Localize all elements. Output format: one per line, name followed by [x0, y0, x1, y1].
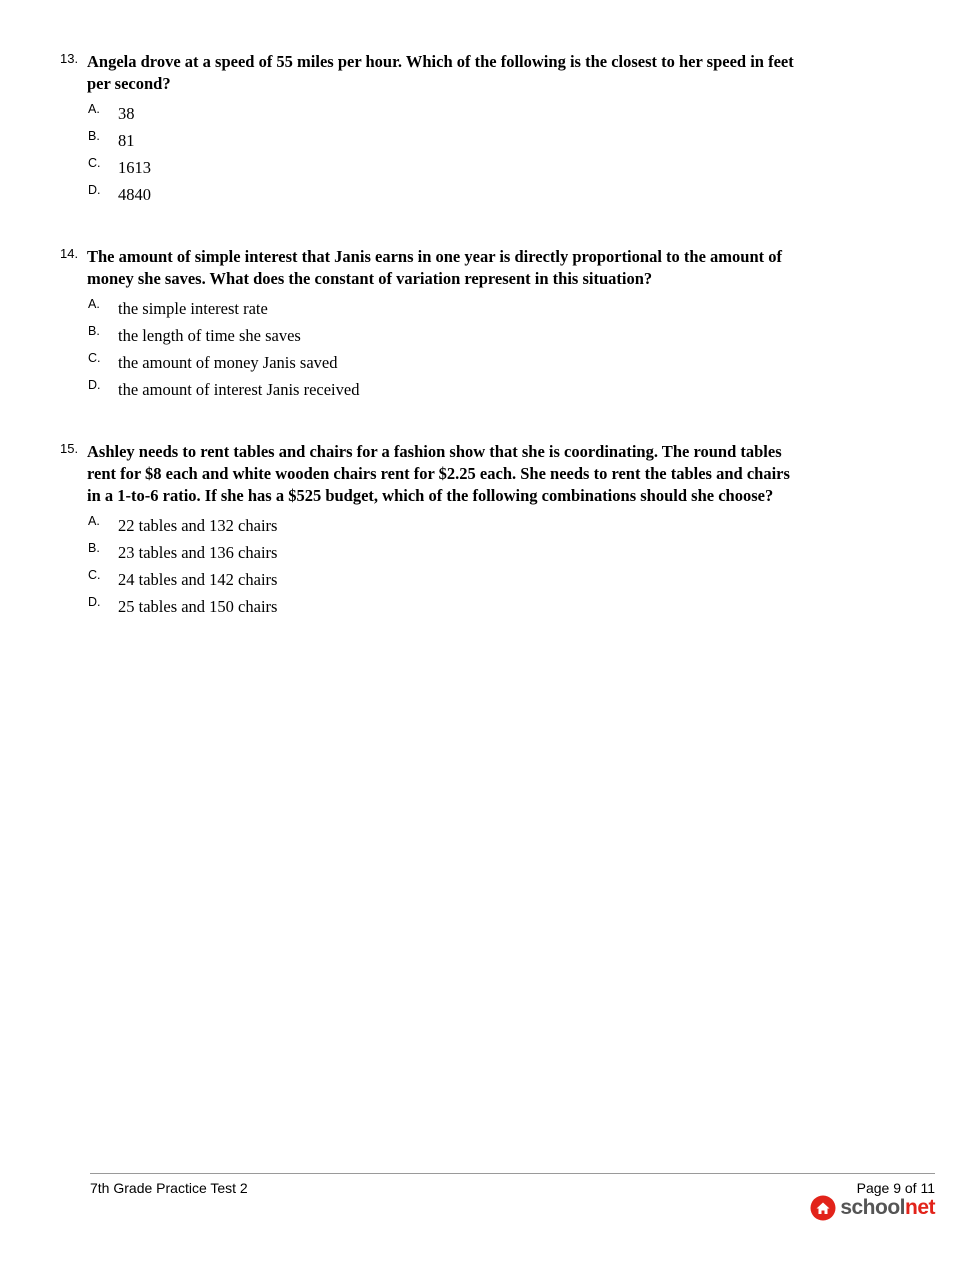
choice-letter: C. — [88, 156, 101, 170]
choice-text: the length of time she saves — [118, 326, 301, 345]
logo-text — [840, 1196, 935, 1220]
choice-list — [88, 297, 800, 405]
choice-letter: B. — [88, 541, 100, 555]
choice-letter: A. — [88, 514, 100, 528]
choice-a[interactable] — [88, 297, 800, 324]
footer-test-title: 7th Grade Practice Test 2 — [90, 1180, 248, 1196]
choice-b[interactable] — [88, 541, 800, 568]
choice-b[interactable] — [88, 129, 800, 156]
footer-page-number: Page 9 of 11 — [856, 1180, 935, 1196]
choice-text: 23 tables and 136 chairs — [118, 543, 278, 562]
choice-d[interactable] — [88, 183, 800, 210]
choice-text: 24 tables and 142 chairs — [118, 570, 278, 589]
choice-letter: A. — [88, 297, 100, 311]
choice-letter: A. — [88, 102, 100, 116]
logo-text-school: school — [840, 1196, 905, 1219]
choice-c[interactable] — [88, 156, 800, 183]
choice-letter: D. — [88, 595, 101, 609]
question-text: Ashley needs to rent tables and chairs for a fashion show that she is coordinating. The round tables rent for $8 each and white wooden chairs rent for $2.25 each. She needs to rent the tables and chairs in a 1-to-6 ratio. If she has a $525 budget, which of the following combinations should she choose? — [87, 442, 790, 505]
choice-c[interactable] — [88, 568, 800, 595]
choice-letter: D. — [88, 378, 101, 392]
question-15 — [60, 441, 800, 622]
question-number: 13. — [60, 51, 79, 66]
question-13 — [60, 51, 800, 210]
choice-text: the simple interest rate — [118, 299, 268, 318]
choice-c[interactable] — [88, 351, 800, 378]
choice-a[interactable] — [88, 514, 800, 541]
choice-letter: D. — [88, 183, 101, 197]
question-14 — [60, 246, 800, 405]
choice-text: 1613 — [118, 158, 151, 177]
choice-d[interactable] — [88, 595, 800, 622]
question-number: 15. — [60, 441, 79, 456]
question-text: Angela drove at a speed of 55 miles per hour. Which of the following is the closest to her speed in feet per second? — [87, 52, 794, 93]
question-text: The amount of simple interest that Janis earns in one year is directly proportional to the amount of money she saves. What does the constant of variation represent in this situation? — [87, 247, 782, 288]
choice-text: 38 — [118, 104, 135, 123]
logo-text-net: net — [905, 1196, 935, 1219]
choice-list — [88, 514, 800, 622]
choice-letter: C. — [88, 568, 101, 582]
choice-text: 22 tables and 132 chairs — [118, 516, 278, 535]
choice-letter: B. — [88, 129, 100, 143]
house-icon — [810, 1195, 836, 1221]
choice-b[interactable] — [88, 324, 800, 351]
choice-d[interactable] — [88, 378, 800, 405]
question-number: 14. — [60, 246, 79, 261]
choice-text: 81 — [118, 131, 135, 150]
choice-letter: C. — [88, 351, 101, 365]
choice-a[interactable] — [88, 102, 800, 129]
choice-list — [88, 102, 800, 210]
choice-text: the amount of interest Janis received — [118, 380, 360, 399]
choice-letter: B. — [88, 324, 100, 338]
choice-text: 25 tables and 150 chairs — [118, 597, 278, 616]
schoolnet-logo — [810, 1195, 935, 1221]
footer-divider — [90, 1173, 935, 1174]
choice-text: the amount of money Janis saved — [118, 353, 338, 372]
choice-text: 4840 — [118, 185, 151, 204]
